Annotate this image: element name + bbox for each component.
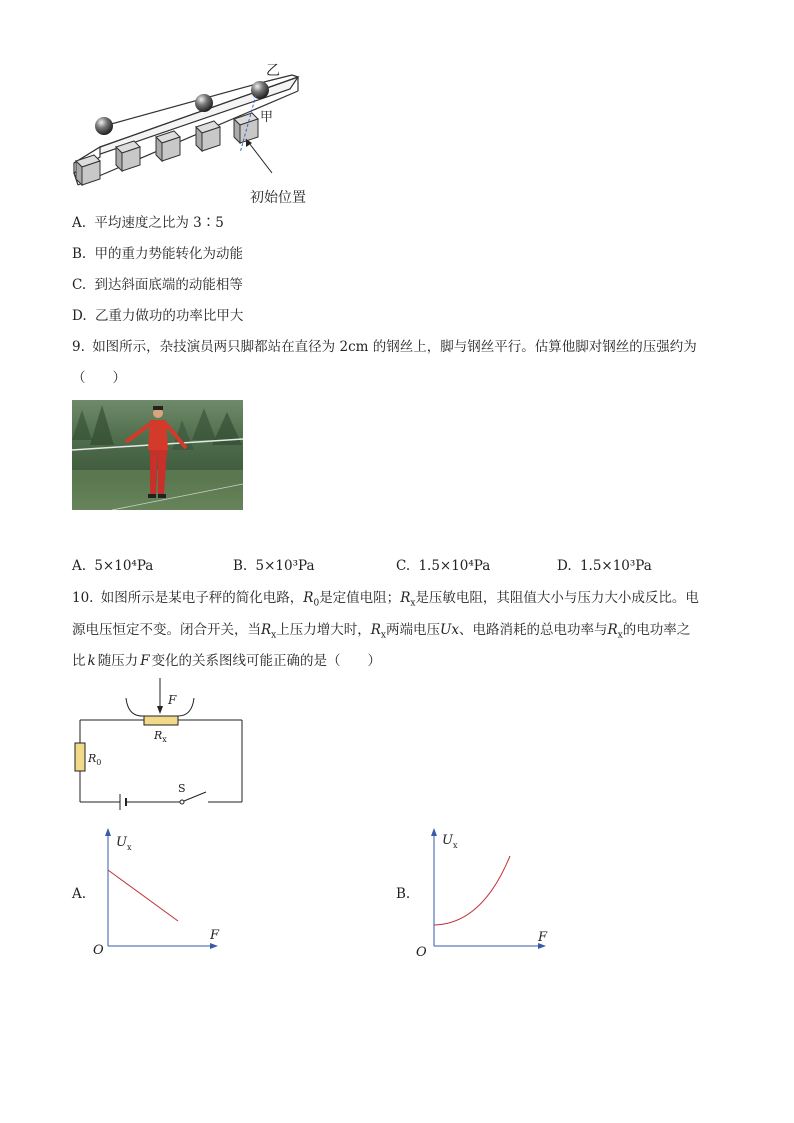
option-text: 甲的重力势能转化为动能 xyxy=(94,246,244,262)
q10-text: 源电压恒定不变。闭合开关，当 xyxy=(72,622,261,638)
option-letter: A. xyxy=(72,215,87,231)
graph-b xyxy=(412,826,552,960)
q10-text: 两端电压 xyxy=(386,622,440,638)
q9-option-a[interactable] xyxy=(72,557,153,575)
answer-bracket: （ ） xyxy=(72,370,126,386)
switch-label: S xyxy=(178,782,186,795)
q10-stem-line3 xyxy=(72,652,381,670)
rx-subscript: x xyxy=(617,630,623,641)
option-text: 乙重力做功的功率比甲大 xyxy=(94,308,244,324)
option-letter: C. xyxy=(396,558,411,574)
option-letter: A. xyxy=(72,558,87,574)
ball-yi xyxy=(251,81,269,99)
y-symbol: U xyxy=(116,835,127,850)
q10-stem-line1 xyxy=(72,589,699,613)
q10-text: 是定值电阻； xyxy=(319,590,401,606)
x-axis-label: F xyxy=(538,930,548,945)
option-text: 平均速度之比为 3∶5 xyxy=(94,215,224,231)
rx-label xyxy=(153,729,167,744)
block-1 xyxy=(76,155,100,185)
origin-label: O xyxy=(93,943,104,958)
q8-option-d[interactable] xyxy=(72,307,243,325)
q9-option-b[interactable] xyxy=(233,557,315,575)
option-text: 5×10⁴Pa xyxy=(94,558,154,574)
option-letter: B. xyxy=(396,886,411,902)
label-initial-position: 初始位置 xyxy=(250,190,306,206)
r0-subscript: 0 xyxy=(313,598,320,609)
rx-symbol: R xyxy=(400,590,411,606)
force-label: F xyxy=(168,693,177,707)
block-jia xyxy=(234,113,258,143)
r0-subscript: 0 xyxy=(96,758,102,767)
graph-a-curve xyxy=(108,870,178,921)
q9-stem-line1 xyxy=(72,338,697,356)
y-subscript: x xyxy=(452,841,458,850)
rx-resistor xyxy=(144,716,178,725)
q10-text: 比 xyxy=(72,653,86,669)
option-text: 1.5×10³Pa xyxy=(579,558,652,574)
q10-text: 、电路消耗的总电功率与 xyxy=(459,622,608,638)
q9-option-c[interactable] xyxy=(396,557,490,575)
x-axis-label: F xyxy=(210,928,220,943)
option-letter: C. xyxy=(72,277,87,293)
rx-symbol: R xyxy=(261,622,272,638)
graph-b-curve xyxy=(434,856,510,925)
y-axis-label xyxy=(116,835,132,852)
block-3 xyxy=(156,131,180,161)
option-letter: B. xyxy=(233,558,248,574)
y-symbol: U xyxy=(442,833,453,848)
q9-stem-line2 xyxy=(72,369,126,387)
circuit-diagram xyxy=(70,676,250,811)
rx-subscript: x xyxy=(410,598,416,609)
f-symbol: F xyxy=(140,653,150,669)
ball-left xyxy=(95,117,113,135)
q10-text: 变化的关系图线可能正确的是（ ） xyxy=(151,653,382,669)
rx-symbol: R xyxy=(154,729,163,742)
q10-text: 的电功率之 xyxy=(622,622,691,638)
q8-option-a[interactable] xyxy=(72,214,224,232)
y-subscript: x xyxy=(126,843,132,852)
q10-text: 如图所示是某电子秤的简化电路， xyxy=(100,590,304,606)
y-axis-label xyxy=(442,833,458,850)
label-yi: 乙 xyxy=(266,63,280,79)
incline-figure xyxy=(60,55,330,210)
tightrope-performer-illustration xyxy=(72,400,243,510)
rx-symbol: R xyxy=(370,622,381,638)
q10-stem-line2 xyxy=(72,621,690,645)
rx-subscript: x xyxy=(271,630,277,641)
origin-label: O xyxy=(416,945,427,960)
ux-symbol: Ux xyxy=(440,622,459,638)
rx-subscript: x xyxy=(380,630,386,641)
question-number: 9. xyxy=(72,339,85,355)
rx-subscript: x xyxy=(162,735,167,744)
ball-middle xyxy=(195,94,213,112)
block-4 xyxy=(196,121,220,151)
q10-option-a-label[interactable] xyxy=(72,885,86,903)
option-text: 1.5×10⁴Pa xyxy=(418,558,491,574)
q10-text: 是压敏电阻，其阻值大小与压力大小成反比。电 xyxy=(415,590,699,606)
q10-text: 上压力增大时， xyxy=(276,622,371,638)
r0-symbol: R xyxy=(88,752,97,765)
option-letter: D. xyxy=(72,308,87,324)
question-number: 10. xyxy=(72,590,94,606)
q8-option-b[interactable] xyxy=(72,245,243,263)
block-2 xyxy=(116,141,140,171)
graph-a xyxy=(88,826,228,960)
k-symbol: k xyxy=(87,653,96,669)
rx-symbol: R xyxy=(607,622,618,638)
option-letter: A. xyxy=(72,886,87,902)
question-text: 如图所示，杂技演员两只脚都站在直径为 2cm 的钢丝上，脚与钢丝平行。估算他脚对钢丝的压强约为 xyxy=(92,339,697,355)
option-letter: B. xyxy=(72,246,87,262)
tightrope-photo xyxy=(72,400,243,510)
option-text: 到达斜面底端的动能相等 xyxy=(94,277,243,293)
q8-option-c[interactable] xyxy=(72,276,243,294)
q10-option-b-label[interactable] xyxy=(396,885,410,903)
q10-text: 随压力 xyxy=(97,653,139,669)
option-letter: D. xyxy=(557,558,572,574)
option-text: 5×10³Pa xyxy=(255,558,315,574)
r0-label xyxy=(87,752,101,767)
q9-option-d[interactable] xyxy=(557,557,652,575)
r0-resistor xyxy=(75,743,85,771)
label-jia: 甲 xyxy=(260,110,274,125)
r0-symbol: R xyxy=(303,590,314,606)
switch-blade xyxy=(184,792,206,801)
